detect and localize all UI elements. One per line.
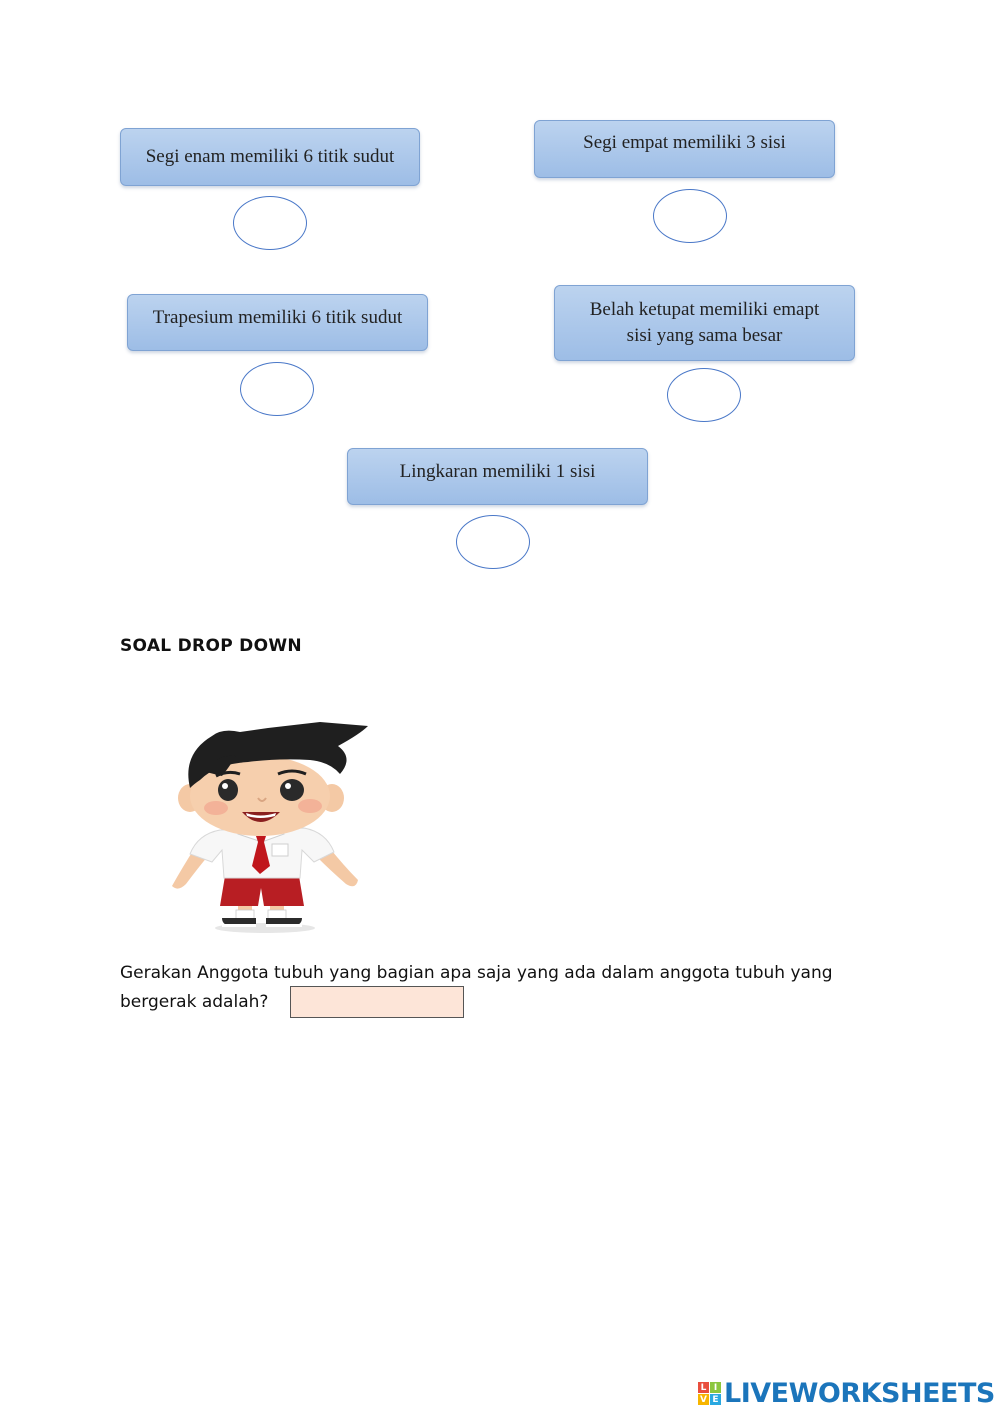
logo-letter: V [698, 1394, 709, 1405]
liveworksheets-logo [698, 1378, 995, 1409]
statement-text: Lingkaran memiliki 1 sisi [399, 460, 596, 482]
logo-letter: L [698, 1382, 709, 1393]
statement-text: Segi empat memiliki 3 sisi [583, 132, 786, 153]
logo-text: LIVEWORKSHEETS [724, 1378, 995, 1409]
student-boy-illustration [160, 718, 380, 936]
statement-rhombus [554, 285, 855, 361]
logo-letter: E [710, 1394, 721, 1405]
statement-text: Segi enam memiliki 6 titik sudut [145, 146, 395, 167]
logo-mark-icon [698, 1382, 721, 1405]
answer-oval-square[interactable] [653, 189, 727, 243]
statement-text: Trapesium memiliki 6 titik sudut [152, 306, 403, 328]
statement-square [534, 120, 835, 178]
statement-circle [347, 448, 648, 505]
statement-hexagon [120, 128, 420, 186]
section-heading: SOAL DROP DOWN [120, 636, 302, 656]
statement-trapezoid [127, 294, 428, 351]
answer-oval-rhombus[interactable] [667, 368, 741, 422]
answer-oval-hexagon[interactable] [233, 196, 307, 250]
question-text: Gerakan Anggota tubuh yang bagian apa saja yang ada dalam anggota tubuh yang bergerak adalah? [120, 963, 833, 1012]
statement-text: Belah ketupat memiliki emapt sisi yang sama besar [589, 299, 820, 346]
logo-letter: I [710, 1382, 721, 1393]
answer-dropdown[interactable] [290, 986, 464, 1018]
answer-oval-trapezoid[interactable] [240, 362, 314, 416]
answer-oval-circle[interactable] [456, 515, 530, 569]
